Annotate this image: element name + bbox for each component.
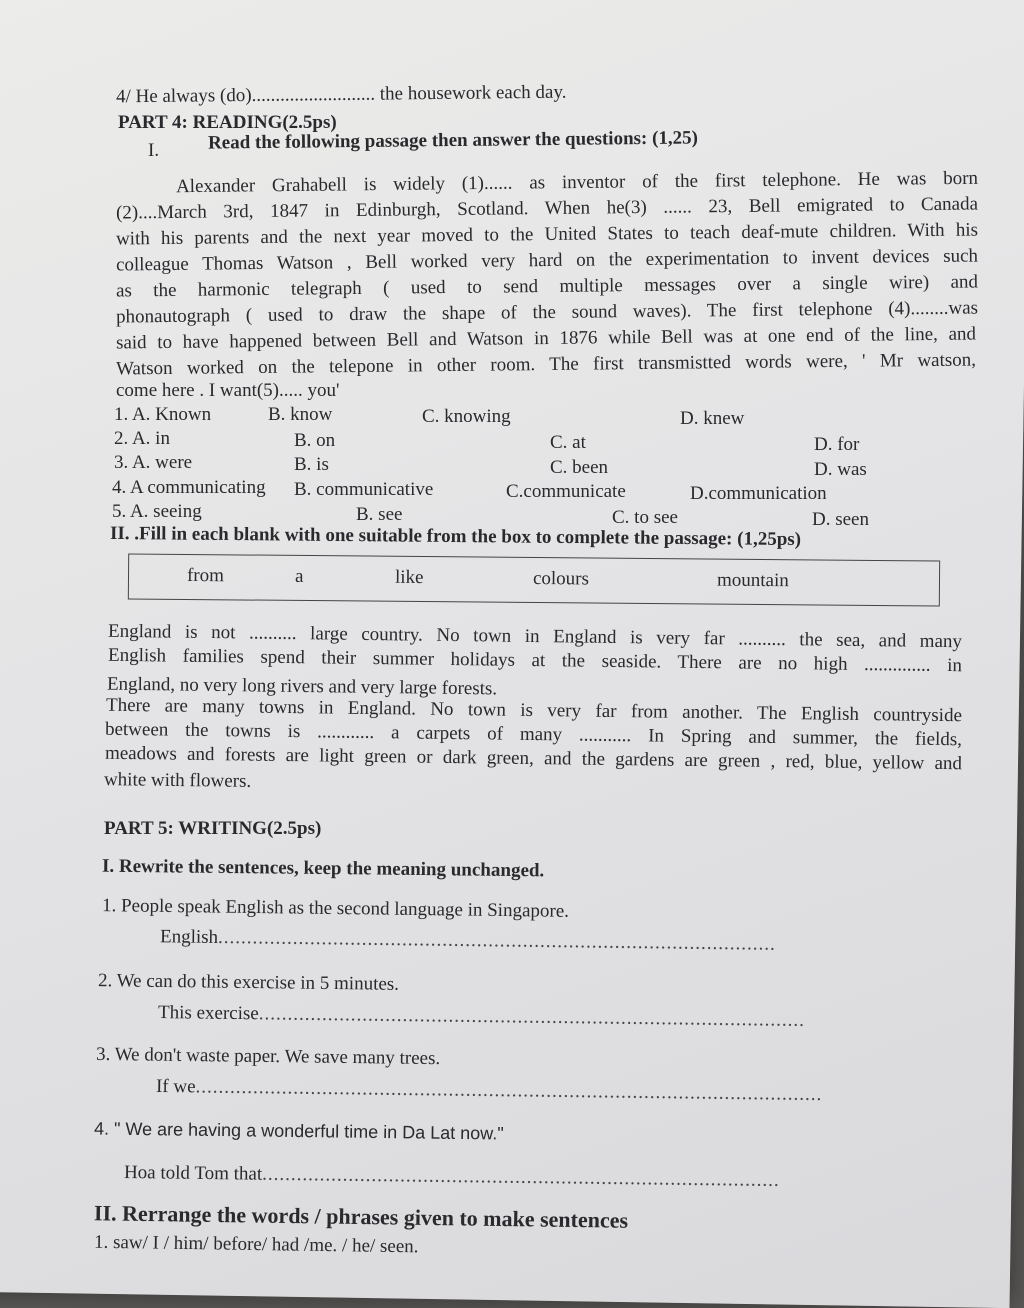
answer-blank[interactable]: ................................................................................................. — [217, 926, 776, 955]
option-d: D.communication — [690, 483, 827, 504]
rewrite-answer — [156, 1076, 823, 1106]
answer-starter: Hoa told Tom that — [123, 1161, 263, 1185]
passage-line: England, no very long rivers and very large forests. — [106, 673, 498, 700]
passage-line: as the harmonic telegraph ( used to send multiple messages over a single wire) and — [115, 271, 979, 302]
answer-blank[interactable]: .......................................................................................... — [262, 1163, 780, 1192]
option-a: 2. A. in — [114, 428, 170, 449]
part5-task2-instruction: II. Rerrange the words / phrases given to make sentences — [93, 1200, 629, 1233]
rewrite-answer — [158, 1002, 805, 1032]
option-a: 1. A. Known — [114, 404, 212, 425]
option-b: B. communicative — [294, 479, 434, 500]
passage-line: said to have happened between Bell and Watson in 1876 while Bell was at one end of the line, and — [115, 323, 977, 354]
passage-line: come here . I want(5)..... you' — [116, 380, 340, 401]
word-box-item: mountain — [716, 569, 789, 592]
option-b: B. on — [294, 430, 336, 451]
option-d: D. knew — [680, 408, 745, 429]
passage-line: meadows and forests are light green or dark green, and the gardens are green , red, blue, yellow and — [104, 742, 963, 775]
task2-instruction: II. .Fill in each blank with one suitable from the box to complete the passage: (1,25ps) — [109, 522, 802, 551]
option-b: B. see — [356, 504, 403, 525]
answer-blank[interactable]: ............................................................................................... — [258, 1003, 806, 1031]
option-c: C. been — [550, 457, 609, 478]
option-c: C.communicate — [506, 481, 626, 502]
answer-starter: If we — [155, 1075, 196, 1098]
option-b: B. know — [268, 404, 333, 425]
passage-line: There are many towns in England. No town is very far from another. The English countryside — [105, 694, 963, 727]
passage-line: between the towns is ............ a carpets of many ........... In Spring and summer, the fields, — [104, 718, 963, 751]
option-a: 5. A. seeing — [112, 501, 202, 522]
option-b: B. is — [294, 454, 329, 475]
passage-line: with his parents and the next year moved to the United States to teach deaf-mute children. With his — [115, 219, 979, 250]
part5-heading: PART 5: WRITING(2.5ps) — [104, 818, 322, 839]
option-c: C. to see — [612, 507, 678, 528]
option-a: 4. A communicating — [112, 477, 266, 498]
rewrite-question: 4. " We are having a wonderful time in Da Lat now." — [93, 1118, 504, 1144]
word-box-item: like — [394, 566, 424, 589]
passage-line: colleague Thomas Watson , Bell worked very hard on the experimentation to invent devices such — [115, 245, 979, 276]
answer-starter: This exercise — [157, 1002, 259, 1025]
part5-task1-instruction: I. Rewrite the sentences, keep the meaning unchanged. — [101, 855, 545, 882]
passage-line: white with flowers. — [103, 769, 252, 792]
rewrite-answer — [124, 1162, 780, 1192]
task1-number: I. — [148, 140, 160, 161]
word-box-item: a — [294, 565, 304, 587]
option-d: D. was — [814, 459, 867, 480]
answer-blank[interactable]: ............................................................................................................. — [195, 1076, 823, 1106]
passage-line: English families spend their summer holidays at the seaside. There are no high .............. in — [107, 644, 963, 677]
word-box — [128, 553, 940, 606]
option-d: D. for — [814, 434, 860, 455]
part4-heading: PART 4: READING(2.5ps) — [118, 112, 337, 133]
rewrite-question: 2. We can do this exercise in 5 minutes. — [97, 970, 400, 995]
option-d: D. seen — [812, 509, 869, 530]
previous-item: 4/ He always (do).......................... the housework each day. — [115, 81, 567, 108]
rearrange-item: 1. saw/ I / him/ before/ had /me. / he/ seen. — [93, 1231, 419, 1258]
passage-line: (2)....March 3rd, 1847 in Edinburgh, Scotland. When he(3) ...... 23, Bell emigrated to Canada — [115, 193, 979, 224]
task1-instruction: Read the following passage then answer the questions: (1,25) — [207, 127, 699, 154]
passage-line: Alexander Grahabell is widely (1)...... as inventor of the first telephone. He was born — [175, 167, 979, 198]
option-a: 3. A. were — [114, 452, 193, 473]
option-c: C. at — [550, 432, 586, 453]
option-c: C. knowing — [422, 406, 511, 427]
rewrite-question: 1. People speak English as the second language in Singapore. — [101, 895, 570, 922]
passage-line: England is not .......... large country. No town in England is very far .......... the sea, and many — [107, 620, 963, 653]
rewrite-question: 3. We don't waste paper. We save many trees. — [95, 1043, 441, 1070]
passage-line: phonautograph ( used to draw the shape of the sound waves). The first telephone (4)........was — [115, 297, 979, 328]
passage-line: Watson worked on the telepone in other room. The first transmistted words were, ' Mr watson, — [115, 349, 977, 380]
word-box-item: from — [186, 564, 225, 587]
answer-starter: English — [159, 926, 219, 948]
word-box-item: colours — [532, 567, 590, 590]
rewrite-answer — [160, 926, 776, 956]
